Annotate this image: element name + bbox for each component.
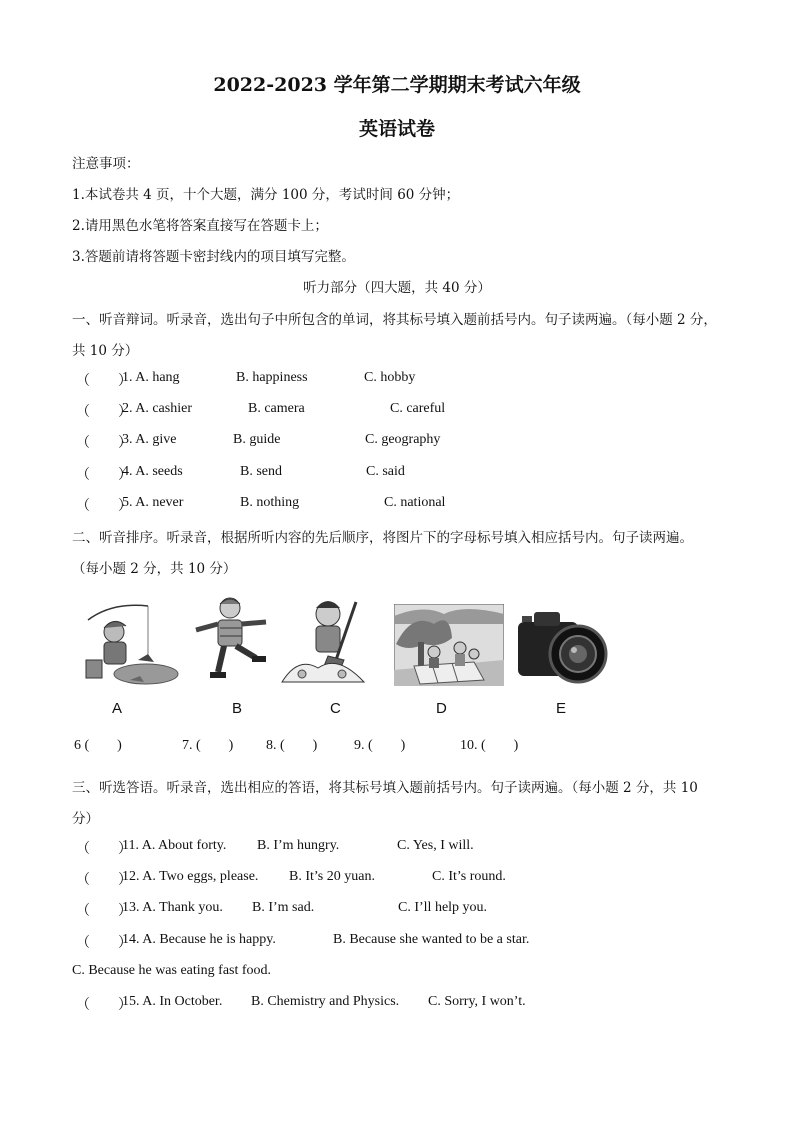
question-option-a: 11. A. About forty. bbox=[122, 838, 227, 853]
question-option-a: 12. A. Two eggs, please. bbox=[122, 869, 259, 884]
notice-item: 3.答题前请将答题卡密封线内的项目填写完整。 bbox=[72, 249, 355, 265]
answer-bracket[interactable]: （ ） bbox=[76, 904, 132, 919]
answer-bracket[interactable]: （ ） bbox=[76, 936, 132, 951]
question-option-b: B. guide bbox=[233, 432, 281, 447]
answer-bracket[interactable]: （ ） bbox=[76, 374, 132, 389]
exam-subtitle: 英语试卷 bbox=[358, 118, 435, 140]
order-answer-7[interactable]: 7. ( ) bbox=[182, 738, 234, 753]
answer-bracket[interactable]: （ ） bbox=[76, 499, 132, 514]
question-option-c: C. I’ll help you. bbox=[398, 900, 488, 915]
camera-icon bbox=[516, 608, 608, 686]
answer-bracket[interactable]: （ ） bbox=[76, 842, 132, 857]
part3-instructions-cont: 分） bbox=[72, 811, 99, 827]
part3-instructions: 三、听选答语。听录音，选出相应的答语，将其标号填入题前括号内。句子读两遍。（每小题 2 分，共 10 bbox=[72, 780, 698, 796]
picture-label-c: C bbox=[330, 700, 341, 717]
exam-title: 2022-2023 学年第二学期期末考试六年级 bbox=[213, 74, 581, 96]
part2-instructions-cont: （每小题 2 分，共 10 分） bbox=[72, 561, 237, 577]
skating-child-icon bbox=[190, 594, 270, 688]
order-answer-10[interactable]: 10. ( ) bbox=[460, 738, 519, 753]
question-option-c: C. hobby bbox=[364, 370, 416, 385]
question-option-a: 13. A. Thank you. bbox=[122, 900, 223, 915]
picture-label-d: D bbox=[436, 700, 447, 717]
fishing-child-icon bbox=[82, 600, 180, 690]
answer-bracket[interactable]: （ ） bbox=[76, 468, 132, 483]
picture-label-a: A bbox=[112, 700, 123, 717]
question-option-a: 5. A. never bbox=[122, 495, 184, 510]
question-option-b: B. camera bbox=[248, 401, 305, 416]
picture-label-b: B bbox=[232, 700, 243, 717]
snow-shovel-boy-icon bbox=[278, 596, 370, 688]
question-option-c: C. geography bbox=[365, 432, 441, 447]
part1-instructions: 一、听音辩词。听录音，选出句子中所包含的单词，将其标号填入题前括号内。句子读两遍。（每小题 2 分， bbox=[72, 312, 717, 328]
part1-instructions-cont: 共 10 分） bbox=[72, 343, 139, 359]
question-option-c: C. It’s round. bbox=[432, 869, 506, 884]
answer-bracket[interactable]: （ ） bbox=[76, 873, 132, 888]
question-option-b: B. happiness bbox=[236, 370, 308, 385]
question-option-b: B. I’m hungry. bbox=[257, 838, 340, 853]
picture-label-e: E bbox=[556, 700, 567, 717]
part2-instructions: 二、听音排序。听录音，根据所听内容的先后顺序，将图片下的字母标号填入相应括号内。句子读两遍。 bbox=[72, 530, 693, 546]
question-option-a: 14. A. Because he is happy. bbox=[122, 932, 276, 947]
question-option-b: B. I’m sad. bbox=[252, 900, 315, 915]
question-option-a: 4. A. seeds bbox=[122, 464, 183, 479]
question-option-c: C. Sorry, I won’t. bbox=[428, 994, 526, 1009]
answer-bracket[interactable]: （ ） bbox=[76, 998, 132, 1013]
question-option-c: C. Because he was eating fast food. bbox=[72, 963, 272, 978]
question-option-c: C. careful bbox=[390, 401, 446, 416]
question-option-a: 2. A. cashier bbox=[122, 401, 192, 416]
order-answer-9[interactable]: 9. ( ) bbox=[354, 738, 406, 753]
question-option-a: 3. A. give bbox=[122, 432, 177, 447]
question-option-b: B. nothing bbox=[240, 495, 300, 510]
question-option-b: B. send bbox=[240, 464, 282, 479]
question-option-b: B. It’s 20 yuan. bbox=[289, 869, 375, 884]
question-option-a: 1. A. hang bbox=[122, 370, 180, 385]
notice-item: 2.请用黑色水笔将答案直接写在答题卡上； bbox=[72, 218, 328, 234]
question-option-c: C. said bbox=[366, 464, 405, 479]
order-answer-8[interactable]: 8. ( ) bbox=[266, 738, 318, 753]
notice-item: 1.本试卷共 4 页，十个大题，满分 100 分，考试时间 60 分钟； bbox=[72, 187, 460, 203]
answer-bracket[interactable]: （ ） bbox=[76, 436, 132, 451]
question-option-c: C. national bbox=[384, 495, 446, 510]
question-option-b: B. Because she wanted to be a star. bbox=[333, 932, 530, 947]
listening-header: 听力部分（四大题，共 40 分） bbox=[303, 280, 491, 296]
notice-heading: 注意事项： bbox=[72, 156, 140, 172]
question-option-c: C. Yes, I will. bbox=[397, 838, 474, 853]
question-option-b: B. Chemistry and Physics. bbox=[251, 994, 400, 1009]
question-option-a: 15. A. In October. bbox=[122, 994, 223, 1009]
order-answer-6[interactable]: 6 ( ) bbox=[74, 738, 122, 753]
answer-bracket[interactable]: （ ） bbox=[76, 405, 132, 420]
picnic-family-icon bbox=[394, 604, 504, 686]
